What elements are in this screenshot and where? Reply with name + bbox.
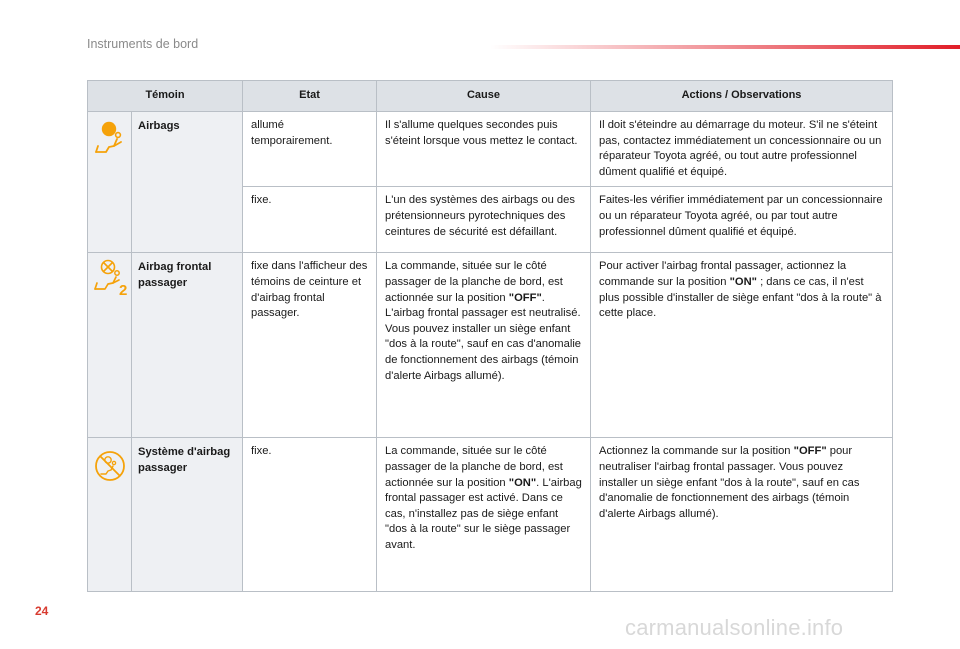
action-position-label: "OFF" bbox=[793, 445, 827, 458]
action-text: Actionnez la commande sur la position bbox=[599, 445, 794, 458]
page-number: 24 bbox=[35, 604, 49, 618]
action-text: pour neutraliser l'airbag frontal passager. Vous pouvez installer un siège enfant "dos à la route", sauf en cas d'anomalie de fonctionnement des airbags (témoin d'alerte Airbags allumé). bbox=[599, 445, 860, 520]
action-cell bbox=[591, 253, 893, 438]
cause-position-label: "OFF" bbox=[508, 291, 542, 304]
svg-text:2: 2 bbox=[119, 282, 128, 300]
column-header-cause: Cause bbox=[377, 81, 591, 112]
column-header-etat: Etat bbox=[243, 81, 377, 112]
action-cell: Faites-les vérifier immédiatement par un concessionnaire ou un réparateur Toyota agréé, ou par tout autre professionnel dûment qualifié et équipé. bbox=[591, 187, 893, 253]
action-position-label: "ON" bbox=[729, 275, 757, 288]
airbag-off-passenger-2-icon bbox=[88, 257, 132, 301]
airbag-seated-person-icon bbox=[88, 118, 132, 162]
cause-text: . L'airbag frontal passager est activé. Dans ce cas, n'installez pas de siège enfant "dos à la route" sur le siège passager avant. bbox=[385, 476, 582, 551]
indicator-name: Airbags bbox=[132, 112, 243, 253]
action-text: Pour activer l'airbag frontal passager, actionnez la commande sur la position bbox=[599, 260, 847, 288]
action-cell: Il doit s'éteindre au démarrage du moteur. S'il ne s'éteint pas, contactez immédiatement un concessionnaire ou un réparateur Toyota agréé, ou tout autre professionnel dûment qualifié et équipé. bbox=[591, 112, 893, 187]
state-cell: fixe. bbox=[243, 438, 377, 592]
action-cell bbox=[591, 438, 893, 592]
warning-lights-table bbox=[87, 80, 893, 592]
indicator-name: Système d'airbag passager bbox=[132, 438, 243, 592]
cause-cell bbox=[377, 253, 591, 438]
page-section-title: Instruments de bord bbox=[87, 37, 199, 51]
state-cell: fixe. bbox=[243, 187, 377, 253]
cause-text: La commande, située sur le côté passager de la planche de bord, est actionnée sur la position bbox=[385, 445, 563, 489]
cause-text: . L'airbag frontal passager est neutralisé. Vous pouvez installer un siège enfant "dos à la route", sauf en cas d'anomalie de fonctionnement des airbags (témoin d'alerte Airbags allumé). bbox=[385, 291, 582, 382]
header-red-rule bbox=[490, 45, 960, 49]
cause-cell: L'un des systèmes des airbags ou des prétensionneurs pyrotechniques des ceintures de sécurité est défaillant. bbox=[377, 187, 591, 253]
cause-position-label: "ON" bbox=[508, 476, 537, 489]
column-header-temoin: Témoin bbox=[88, 81, 243, 112]
action-text: ; dans ce cas, il n'est plus possible d'installer de siège enfant "dos à la route" à cette place. bbox=[599, 275, 882, 320]
icon-cell bbox=[88, 438, 132, 592]
state-cell: allumé temporairement. bbox=[243, 112, 377, 187]
cause-cell bbox=[377, 438, 591, 592]
cause-cell: Il s'allume quelques secondes puis s'éteint lorsque vous mettez le contact. bbox=[377, 112, 591, 187]
icon-cell bbox=[88, 112, 132, 253]
state-cell: fixe dans l'afficheur des témoins de ceinture et d'airbag frontal passager. bbox=[243, 253, 377, 438]
table-row-airbags bbox=[88, 112, 893, 187]
table-header-row bbox=[88, 81, 893, 112]
table-row-airbag-frontal-passager bbox=[88, 253, 893, 438]
icon-cell bbox=[88, 253, 132, 438]
column-header-actions: Actions / Observations bbox=[591, 81, 893, 112]
table-row-systeme-airbag-passager bbox=[88, 438, 893, 592]
airbag-disabled-circle-icon bbox=[88, 444, 132, 488]
cause-text: La commande, située sur le côté passager de la planche de bord, est actionnée sur la position bbox=[385, 260, 563, 304]
indicator-name: Airbag frontal passager bbox=[132, 253, 243, 438]
watermark: carmanualsonline.info bbox=[625, 615, 844, 640]
